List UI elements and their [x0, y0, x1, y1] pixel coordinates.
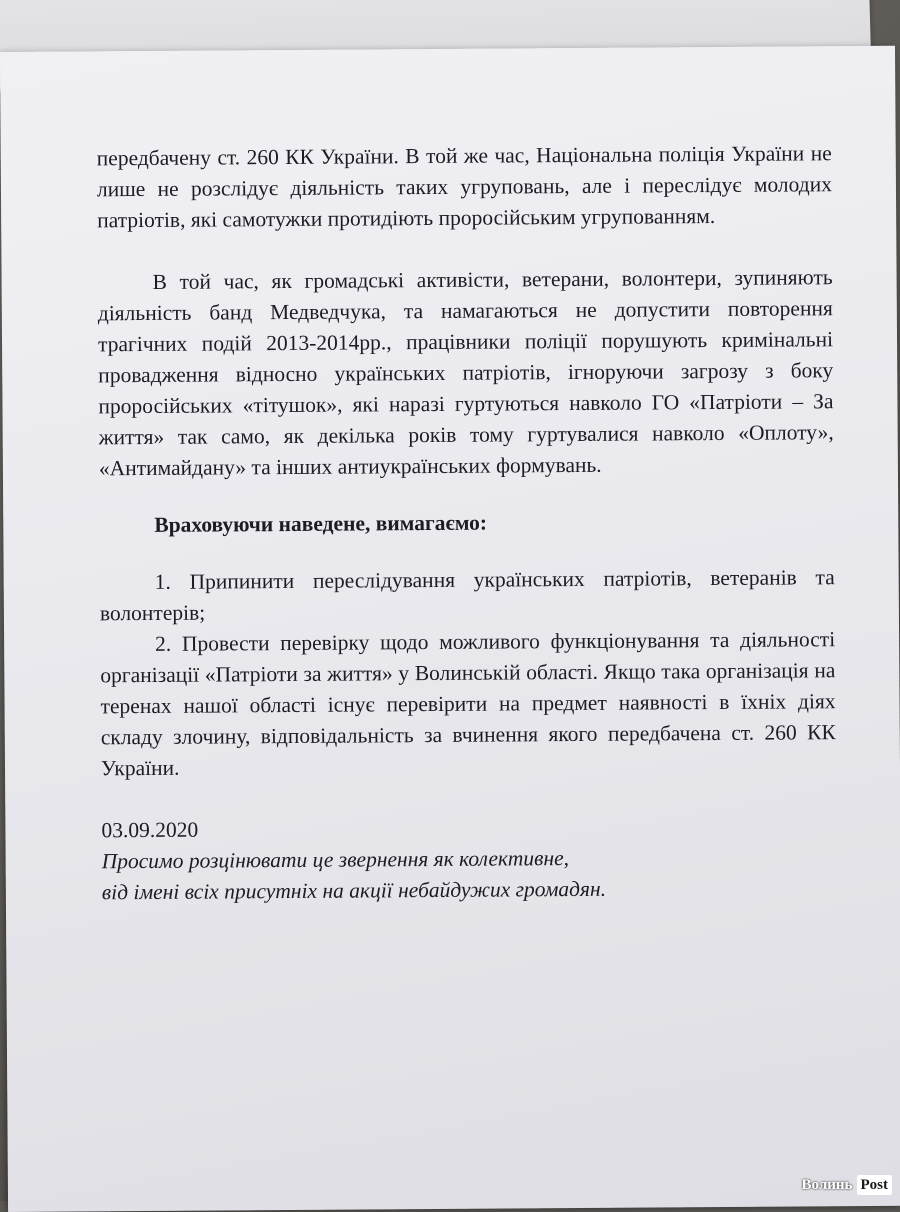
demand-list [100, 562, 836, 784]
closing-line-2: від імені всіх присутніх на акції небайдужих громадян. [101, 876, 607, 905]
document-body [97, 138, 837, 908]
watermark-text: Волинь [801, 1176, 853, 1193]
demand-item: 2. Провести перевірку щодо можливого функціонування та діяльності організації «Патріоти за життя» у Волинській області. Якщо така організація на теренах нашої області існує перевірити на предмет наявності в їхніх діях складу злочину, відповідальність за вчинення якого передбачена ст. 260 КК України. [100, 627, 836, 781]
paragraph-1: передбачену ст. 260 КК України. В той же час, Національна поліція України не лише не розслідує діяльність таких угруповань, але і переслідує молодих патріотів, які самотужки протидіють проросійським угрупованням. [96, 141, 833, 233]
demand-item: 1. Припинити переслідування українських патріотів, ветеранів та волонтерів; [99, 565, 835, 626]
watermark-logo [802, 1175, 892, 1195]
demand-heading: Враховуючи наведене, вимагаємо: [154, 510, 488, 537]
closing-line-1: Просимо розцінювати це звернення як колективне, [101, 846, 570, 874]
document-date: 03.09.2020 [101, 817, 199, 843]
watermark-box-text: Post [857, 1175, 893, 1195]
document-page [0, 46, 900, 1212]
paragraph-2: В той час, як громадські активісти, ветерани, волонтери, зупиняють діяльність банд Медведчука, та намагаються не допустити повторення трагічних подій 2013-2014рр., працівники поліції порушують кримінальні провадження відносно українських патріотів, ігноруючи загрозу з боку проросійських «тітушок», які наразі гуртуються навколо ГО «Патріоти – За життя» так само, як декілька років тому гуртувалися навколо «Оплоту», «Антимайдану» та інших антиукраїнських формувань. [97, 265, 834, 481]
